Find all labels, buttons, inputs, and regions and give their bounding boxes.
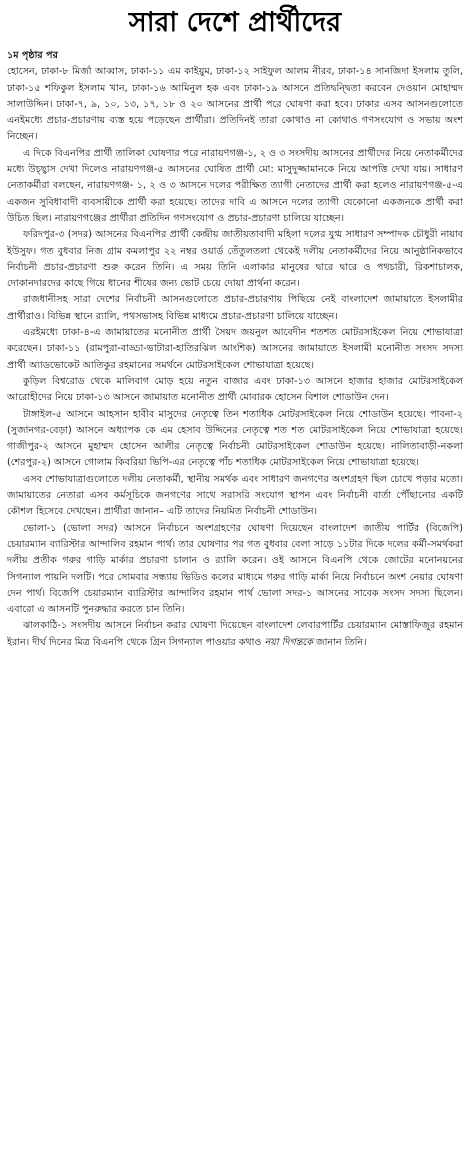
article-headline: সারা দেশে প্রার্থীদের [128,7,342,38]
article-paragraph: টাঙ্গাইল-৫ আসনে আহসান হাবীব মাসুদের নেতৃত্বে তিন শতাধিক মোটরসাইকেল নিয়ে শোডাউন হয়েছে। পাবনা-২ (সুজানগর-বেড়া) আসনে অধ্যাপক কে এম হেসাব উদ্দিনের নেতৃত্বে শত শত মোটরসাইকেল নিয়ে শোভাযাত্রা হয়েছে। গাজীপুর-২ আসনে মুহাম্মদ হোসেন আলীর নেতৃত্বে নির্বাচনী মোটরসাইকেল শোডাউন হয়েছে। নালিতাবাড়ী-নকলা (শেরপুর-২) আসনে গোলাম কিবরিয়া ভিপি-এর নেতৃত্বে পাঁচ শতাধিক মোটরসাইকেল নিয়ে শোভাযাত্রা হয়েছে। [7,408,463,469]
continued-from-page-label: ১ম পৃষ্ঠার পর [7,50,58,61]
article-paragraph: এরইমধ্যে ঢাকা-৪-এ জামায়াতের মনোনীত প্রার্থী সৈয়দ জয়নুল আবেদীন শতশত মোটরসাইকেল নিয়ে শোভাযাত্রা করেছেন। ঢাকা-১১ (রামপুরা-বাড্ডা-ভাটারা-হাতিরঝিল আংশিক) আসনের জামায়াতে ইসলামী মনোনীত সংসদ সদস্য প্রার্থী অ্যাডভোকেট আতিকুর রহমানের সমর্থনে মোটরসাইকেল শোভাযাত্রা হয়েছে। [7,327,463,371]
paragraph-closing-text: জানান তিনি। [313,636,367,648]
article-paragraph: রাজধানীসহ সারা দেশের নির্বাচনী আসনগুলোতে প্রচার-প্রচারণায় পিছিয়ে নেই বাংলাদেশ জামায়াতে ইসলামীর প্রার্থীরাও। বিভিন্ন স্থানে র‍্যালি, পথসভাসহ বিভিন্ন মাধ্যমে প্রচার-প্রচারণা চালিয়ে যাচ্ছেন। [7,294,463,322]
article-paragraph: এসব শোভাযাত্রাগুলোতে দলীয় নেতাকর্মী, স্থানীয় সমর্থক এবং সাধারণ জনগণের অংশগ্রহণ ছিল চোখে পড়ার মতো। জামায়াতের নেতারা এসব কর্মসূচিকে জনগণের সাথে সরাসরি সংযোগ স্থাপন এবং নির্বাচনী বার্তা পৌঁছানোর একটি কৌশল হিসেবে দেখছেন। প্রার্থীরা জানান– এটি তাদের নিয়মিত নির্বাচনী শোডাউন। [7,473,463,518]
paragraph-text: ঝালকাঠি-১ সংসদীয় আসনে নির্বাচন করার ঘোষণা দিয়েছেন বাংলাদেশ লেবারপার্টির চেয়ারম্যান মোস্তাফিজুর রহমান ইরান। দীর্ঘ দিনের মিত্র বিএনপি থেকে গ্রিন সিগন্যাল পাওয়ার কথাও [7,620,463,648]
article-paragraph: এ দিকে বিএনপির প্রার্থী তালিকা ঘোষণার পরে নারায়ণগঞ্জ-১, ২ ও ৩ সংসদীয় আসনের প্রার্থীদের নিয়ে নেতাকর্মীদের মধ্যে উচ্ছ্বাস দেখা দিলেও নারায়ণগঞ্জ-৫ আসনের ঘোষিত প্রার্থী মো: মাসুদুজ্জামানকে নিয়ে আপত্তি দেখা যায়। সাধারণ নেতাকর্মীরা বলছেন, নারায়ণগঞ্জ- ১, ২ ও ৩ আসনে দলের পরীক্ষিত ত্যাগী নেতাদের প্রার্থী করা হলেও নারায়ণগঞ্জ-৫-এ একজন সুবিধাবাদী ব্যবসায়ীকে প্রার্থী করা হয়েছে। তাদের দাবি এ আসনে দলের ত্যাগী যেকোনো একজনকে প্রার্থী করা উচিত ছিল। নারায়ণগঞ্জের প্রার্থীরা প্রতিদিন গণসংযোগ ও প্রচার-প্রচারণা চালিয়ে যাচ্ছেন। [7,147,463,224]
newspaper-name-italic: নয়া দিগন্তকে [264,636,313,648]
article-paragraph-last [7,618,463,651]
article-paragraph: হোসেন, ঢাকা-৮ মির্জা আব্বাস, ঢাকা-১১ এম কাইয়ুম, ঢাকা-১২ সাইফুল আলম নীরব, ঢাকা-১৪ সানজিদা ইসলাম তুলি, ঢাকা-১৫ শফিকুল ইসলাম খান, ঢাকা-১৬ আমিনুল হক এবং ঢাকা-১৯ আসনে প্রতিদ্বন্দ্বিতা করবেন দেওয়ান মোহাম্মদ সালাউদ্দিন। ঢাকা-৭, ৯, ১০, ১৩, ১৭, ১৮ ও ২০ আসনের প্রার্থী পরে ঘোষণা করা হবে। ঢাকার এসব আসনগুলোতে এনইমধ্যে প্রচার-প্রচারণায় ব্যস্ত হয়ে পড়েছেন প্রার্থীরা। প্রতিদিনই তারা কোথাও না কোথাও গণসংযোগ ও সভায় অংশ নিচ্ছেন। [7,66,463,143]
article-paragraph: ভোলা-১ (ভোলা সদর) আসনে নির্বাচনে অংশগ্রহণের ঘোষণা দিয়েছেন বাংলাদেশ জাতীয় পার্টির (বিজেপি) চেয়ারম্যান ব্যারিস্টার আন্দালিব রহমান পার্থ। তার ঘোষণার পর গত বুধবার বেলা সাড়ে ১১টার দিকে দলের কর্মী-সমর্থকরা দলীয় প্রতীক গরুর গাড়ি মার্কার প্রচারণা চালান ও র‍্যালি করেন। ওই আসনে বিএনপি থেকে জোটের মনোনয়নের সিগন্যাল পায়নি দলটি। পরে সোমবার সন্ধ্যায় ভিডিও কলের মাধ্যমে গরুর গাড়ি মার্কা নিয়ে নির্বাচনে অংশ নেয়ার ঘোষণা দেন পার্থ। বিজেপি চেয়ারম্যান ব্যারিস্টার আন্দালিব রহমান পার্থ ভোলা সদর-১ আসনের সাবেক সংসদ সদস্য ছিলেন। এবারো এ আসনটি পুনরুদ্ধার করতে চান তিনি। [7,522,464,616]
article-paragraph: ফরিদপুর-৩ (সদর) আসনের বিএনপির প্রার্থী কেন্দ্রীয় জাতীয়তাবাদী মহিলা দলের যুগ্ম সাধারণ সম্পাদক চৌধুরী নায়াব ইউসুফ। গত বুধবার নিজ গ্রাম কমলাপুর ২২ নম্বর ওয়ার্ড তেঁতুলতলা থেকেই দলীয় নেতাকর্মীদের নিয়ে আনুষ্ঠানিকভাবে নির্বাচনী প্রচার-প্রচারণা শুরু করেন তিনি। এ সময় তিনি এলাকার মানুষের দ্বারে দ্বারে ও পথচারী, রিকশাচালক, দোকানদারদের কাছে গিয়ে ধানের শীষের জন্য ভোট চেয়ে দোয়া প্রার্থনা করেন। [7,229,463,290]
article-paragraph: কুড়িল বিশ্বরোড থেকে মালিবাগ মোড় হয়ে নতুন বাজার এবং ঢাকা-১৩ আসনে হাজার হাজার মোটরসাইকেল আরোহীদের নিয়ে ঢাকা-১৩ আসনে জামায়াত মনোনীত প্রার্থী মোবারক হোসেন বিশাল শোডাউন দেন। [7,375,463,404]
